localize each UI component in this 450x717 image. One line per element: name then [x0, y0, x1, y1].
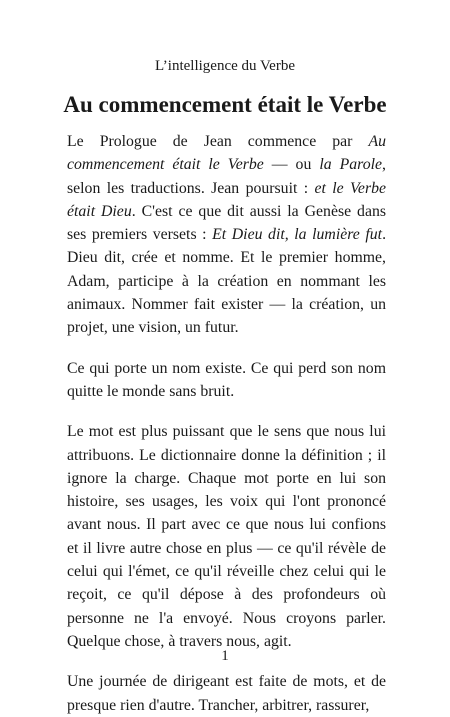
paragraph	[67, 130, 386, 340]
text-run: Ce qui porte un nom existe. Ce qui perd son nom quitte le monde sans bruit.	[67, 359, 386, 400]
text-run: . Dieu dit, crée et nomme. Et le premier homme, Adam, participe à la création en nommant les animaux. Nommer fait exister — la création, un projet, une vision, un futur.	[67, 226, 387, 337]
text-run: Le mot est plus puissant que le sens que nous lui attribuons. Le dictionnaire donne la définition ; il ignore la charge. Chaque mot porte en lui son histoire, ses usages, les voix qui l'ont prononcé avant nous. Il part avec ce que nous lui confions et il livre autre chose en plus — ce qu'il révèle de celui qui l'émet, ce qu'il réveille chez celui qui le reçoit, ce qu'il dépose à des profondeurs où personne ne l'a envoyé. Nous croyons parler. Quelque chose, à travers nous, agit.	[67, 423, 386, 650]
paragraph	[67, 420, 386, 653]
italic-text-run: la Parole	[319, 156, 383, 174]
text-run: , selon les traductions. Jean poursuit :	[67, 156, 386, 197]
body-text	[67, 130, 387, 714]
chapter-title: Au commencement était le Verbe	[63, 92, 387, 117]
italic-text-run: Et Dieu dit, la lumière fut	[212, 226, 383, 244]
paragraph	[67, 357, 386, 404]
page-number: 1	[221, 648, 229, 664]
text-run: — ou	[263, 156, 320, 174]
paragraph	[67, 670, 386, 717]
text-run: Une journée de dirigeant est faite de mots, et de presque rien d'autre. Trancher, arbitrer, rassurer,	[67, 673, 386, 714]
italic-text-run: et le Verbe était Dieu	[67, 179, 387, 220]
text-run: Le Prologue de Jean commence par	[67, 133, 369, 150]
text-run: . C'est ce que dit aussi la Genèse dans ses premiers versets :	[67, 202, 386, 244]
italic-text-run: Au commencement était le Verbe	[67, 133, 386, 174]
running-head: L’intelligence du Verbe	[155, 58, 295, 74]
